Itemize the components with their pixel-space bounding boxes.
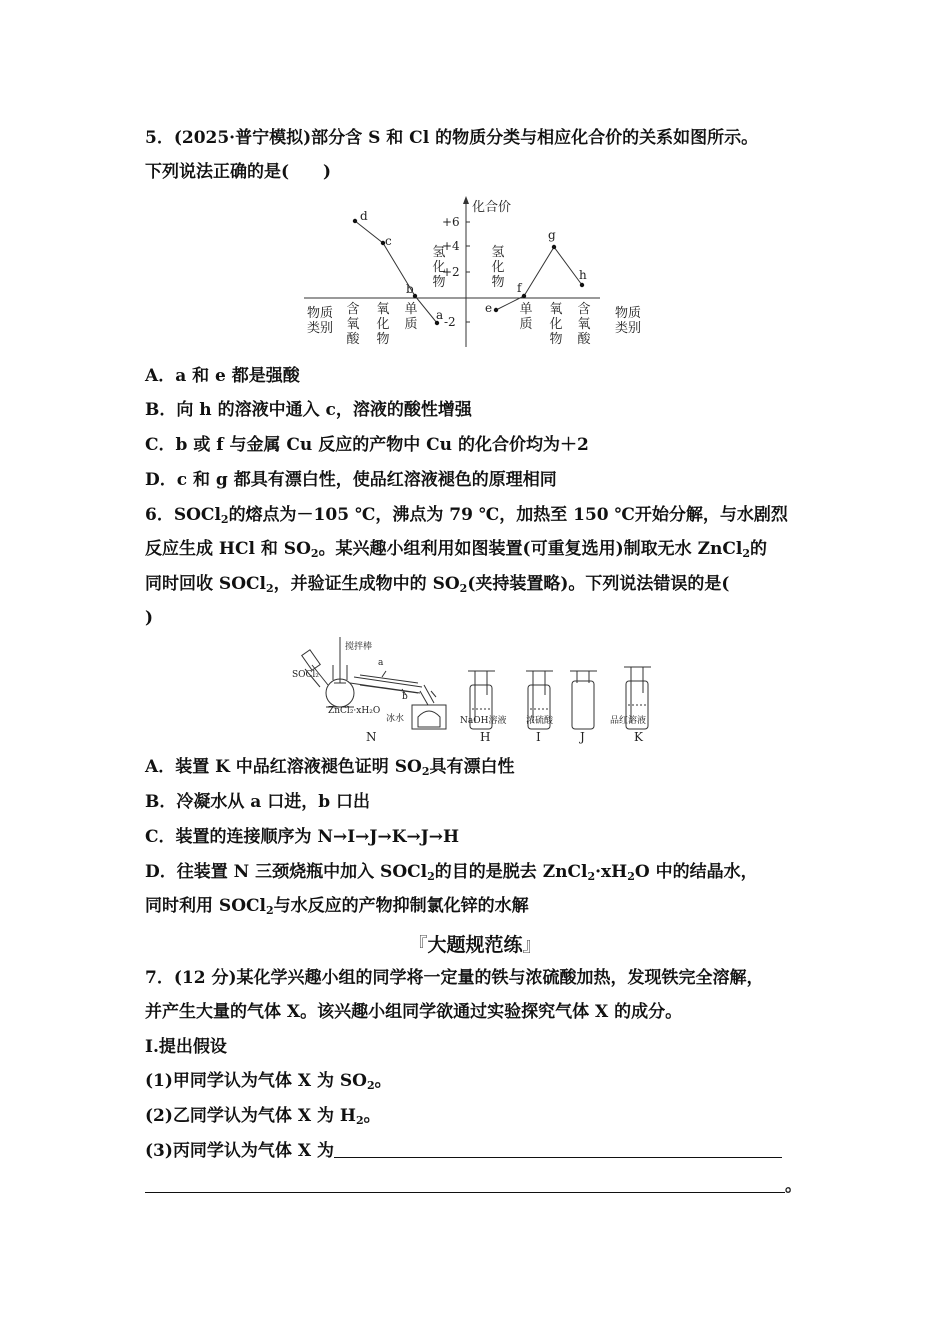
- label-c: c: [385, 234, 392, 248]
- q6-option-d: D．往装置 N 三颈烧瓶中加入 SOCl$_2$的目的是脱去 $ZnCl_2\cdot xH_2O$ 中的结晶水，: [145, 862, 758, 883]
- point-e: [494, 308, 498, 312]
- label-b: b: [406, 282, 414, 296]
- y-tick-6: +6: [442, 215, 460, 229]
- right-hydride: 氢化物: [491, 245, 505, 290]
- point-h: [580, 283, 584, 287]
- q5-option-d: D．c 和 g 都具有漂白性，使品红溶液褪色的原理相同: [145, 470, 557, 490]
- label-d: d: [360, 209, 368, 223]
- label-J: J: [580, 730, 585, 744]
- y-tick-4: +4: [442, 239, 460, 253]
- y-tick-2: +2: [442, 265, 460, 279]
- label-stirrer: 搅拌棒: [345, 642, 373, 652]
- label-h2so4: 浓硫酸: [526, 716, 554, 726]
- label-h: h: [579, 268, 587, 282]
- label-socl2: SOCl₂: [292, 670, 319, 680]
- left-hydride: 氢化物: [432, 245, 446, 290]
- label-e: e: [485, 301, 493, 315]
- q7-stem-line2: 并产生大量的气体 X。该兴趣小组同学欲通过实验探究气体 X 的成分。: [145, 1002, 683, 1022]
- label-K: K: [634, 730, 643, 744]
- right-cat-element: 单质: [519, 302, 533, 332]
- q6-option-b: B．冷凝水从 a 口进，b 口出: [145, 792, 371, 812]
- q6-stem-line4: ): [145, 608, 154, 628]
- q6-option-d-cont: 同时利用 SOCl$_2$与水反应的产物抑制氯化锌的水解: [145, 896, 529, 917]
- left-cat-element: 单质: [404, 302, 418, 332]
- q6-stem-line1: 6．SOCl$_2$的熔点为－105 ℃，沸点为 79 ℃，加热至 150 ℃开始分解，与水剧烈: [145, 505, 788, 526]
- q7-heading-hypothesis: Ⅰ.提出假设: [145, 1037, 227, 1057]
- q7-stem-line1: 7．(12 分)某化学兴趣小组的同学将一定量的铁与浓硫酸加热，发现铁完全溶解，: [145, 968, 764, 988]
- q6-stem-line2: 反应生成 HCl 和 $SO_2$。某兴趣小组利用如图装置(可重复选用)制取无水 ZnCl$_2$的: [145, 539, 767, 560]
- point-g: [552, 245, 556, 249]
- answer-blank-2[interactable]: [145, 1174, 785, 1193]
- point-f: [522, 294, 526, 298]
- label-ice-water: 冰水: [386, 714, 405, 724]
- label-a: a: [436, 308, 444, 322]
- q5-option-a: A．a 和 e 都是强酸: [145, 366, 300, 386]
- section-heading: 『大题规范练』: [408, 934, 542, 956]
- point-d: [353, 219, 357, 223]
- y-tick-neg2: -2: [444, 315, 456, 329]
- q7-hypothesis-3: (3)丙同学认为气体 X 为: [145, 1139, 782, 1163]
- q7-hypothesis-1: (1)甲同学认为气体 X 为 $SO_2$。: [145, 1071, 392, 1092]
- label-N: N: [366, 730, 377, 744]
- q7-hypothesis-2: (2)乙同学认为气体 X 为 $H_2$。: [145, 1106, 381, 1127]
- q6-stem-line3: 同时回收 SOCl$_2$，并验证生成物中的 $SO_2$(夹持装置略)。下列说法错误的是(: [145, 574, 730, 595]
- q6-option-a: A．装置 K 中品红溶液褪色证明 $SO_2$具有漂白性: [145, 757, 515, 778]
- label-port-b: b: [402, 692, 408, 702]
- right-cat-oxide: 氧化物: [549, 302, 563, 347]
- label-zncl2: ZnCl₂·xH₂O: [328, 706, 381, 716]
- label-naoh: NaOH溶液: [460, 716, 507, 726]
- label-H: H: [480, 730, 491, 744]
- label-pinred: 品红溶液: [610, 716, 647, 726]
- q7-hypothesis-3-cont: 。: [145, 1174, 802, 1198]
- label-g: g: [548, 228, 556, 242]
- q5-stem-line2: 下列说法正确的是( ): [145, 162, 332, 182]
- right-axis-label: 物质类别: [614, 306, 641, 336]
- label-I: I: [536, 730, 541, 744]
- label-f: f: [517, 281, 522, 295]
- right-cat-acid: 含氧酸: [577, 302, 591, 347]
- left-axis-label: 物质类别: [306, 306, 333, 336]
- label-port-a: a: [378, 658, 384, 668]
- left-cat-acid: 含氧酸: [346, 302, 360, 347]
- q5-option-c: C．b 或 f 与金属 Cu 反应的产物中 Cu 的化合价均为＋2: [145, 435, 589, 455]
- answer-blank-1[interactable]: [334, 1139, 782, 1158]
- q6-option-c: C．装置的连接顺序为 N→I→J→K→J→H: [145, 827, 460, 847]
- left-cat-oxide: 氧化物: [376, 302, 390, 347]
- apparatus-diagram: [290, 635, 670, 747]
- q5-stem-line1: 5．(2025·普宁模拟)部分含 S 和 Cl 的物质分类与相应化合价的关系如图所示。: [145, 128, 759, 148]
- y-axis-title: 化合价: [472, 200, 512, 215]
- q5-option-b: B．向 h 的溶液中通入 c，溶液的酸性增强: [145, 400, 472, 420]
